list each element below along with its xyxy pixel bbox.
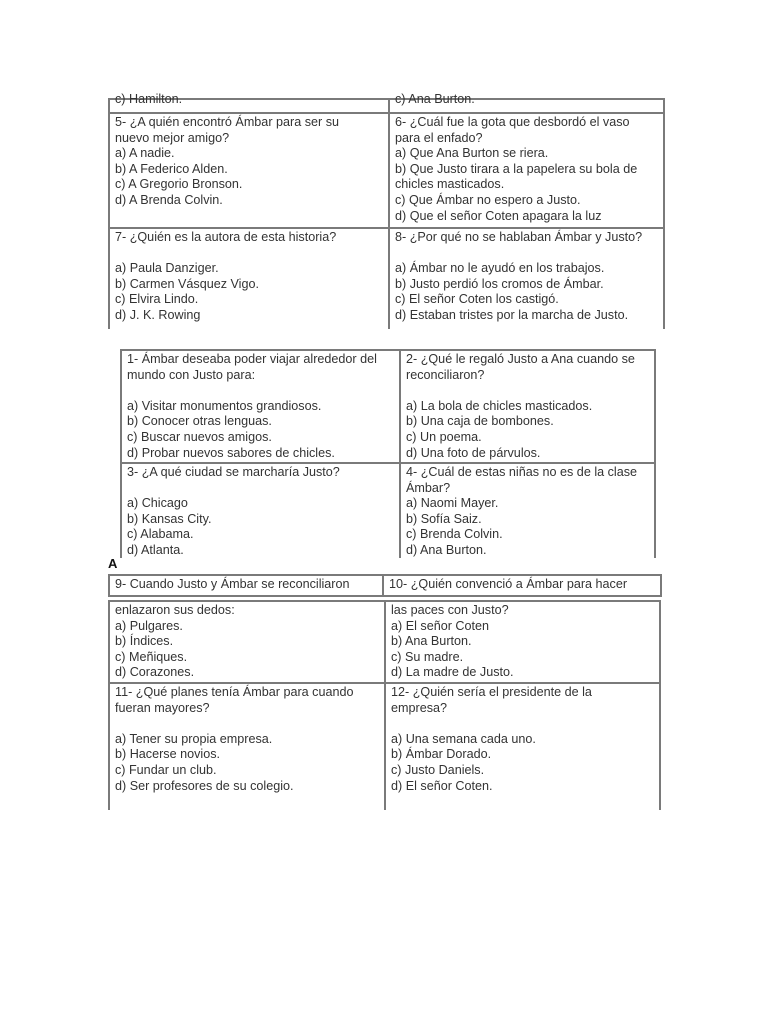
option: b) Que Justo tirara a la papelera su bola de (395, 161, 638, 176)
question-text: fueran mayores? (115, 700, 210, 715)
question-text: las paces con Justo? (391, 603, 509, 617)
question-text: 10- ¿Quién convenció a Ámbar para hacer (389, 577, 628, 591)
cut-text: c) Hamilton. (115, 92, 183, 106)
question-cell-5 (108, 114, 388, 227)
option: a) El señor Coten (391, 618, 490, 633)
cut-text: c) Ana Burton. (395, 92, 475, 106)
question-cell-2 (399, 351, 656, 462)
question-row (120, 349, 656, 464)
option: d) Ser profesores de su colegio. (115, 778, 294, 793)
option: d) Una foto de párvulos. (406, 445, 541, 460)
question-cell-8 (388, 229, 665, 329)
option: d) Estaban tristes por la marcha de Justo. (395, 307, 629, 322)
option: a) Pulgares. (115, 618, 183, 633)
option: b) A Federico Alden. (115, 161, 228, 176)
quiz-table-middle (120, 349, 656, 558)
question-text: nuevo mejor amigo? (115, 130, 230, 145)
question-text: 12- ¿Quién sería el presidente de la (391, 685, 592, 699)
question-text: 11- ¿Qué planes tenía Ámbar para cuando (115, 685, 354, 699)
option: d) Que el señor Coten apagara la luz (395, 208, 602, 223)
cut-cell-left (108, 92, 388, 112)
quiz-header-strip (108, 574, 662, 597)
option: c) Elvira Lindo. (115, 292, 199, 307)
question-text: 5- ¿A quién encontró Ámbar para ser su (115, 115, 340, 129)
option: c) Su madre. (391, 649, 464, 664)
option: b) Una caja de bombones. (406, 414, 554, 429)
option: c) El señor Coten los castigó. (395, 292, 559, 307)
question-text: reconciliaron? (406, 367, 485, 382)
option: c) Un poema. (406, 429, 482, 444)
question-text: 1- Ámbar deseaba poder viajar alrededor del (127, 352, 377, 366)
question-text: 8- ¿Por qué no se hablaban Ámbar y Justo? (395, 230, 643, 244)
question-text: 2- ¿Qué le regaló Justo a Ana cuando se (406, 352, 635, 366)
quiz-table-bottom (108, 600, 661, 810)
question-text: Ámbar? (406, 480, 451, 495)
option: d) J. K. Rowing (115, 307, 201, 322)
option: c) Alabama. (127, 527, 194, 542)
separator-label: A (108, 556, 118, 571)
option: a) A nadie. (115, 146, 175, 161)
option: a) Chicago (127, 496, 188, 511)
header-cell-9 (108, 576, 380, 595)
option: c) Justo Daniels. (391, 762, 485, 777)
option: d) Corazones. (115, 665, 195, 680)
option: a) Paula Danziger. (115, 261, 219, 276)
option: c) Meñiques. (115, 649, 188, 664)
option: b) Carmen Vásquez Vigo. (115, 276, 259, 291)
option: b) Hacerse novios. (115, 747, 220, 762)
quiz-table-top (108, 92, 665, 329)
question-cell-6 (388, 114, 665, 227)
option: a) Una semana cada uno. (391, 731, 536, 746)
question-text: mundo con Justo para: (127, 367, 256, 382)
question-text: 6- ¿Cuál fue la gota que desbordó el vaso (395, 115, 630, 129)
question-text: 9- Cuando Justo y Ámbar se reconciliaron (115, 577, 350, 591)
question-text: 4- ¿Cuál de estas niñas no es de la clase (406, 465, 638, 479)
option: c) A Gregorio Bronson. (115, 177, 243, 192)
question-cell-10 (384, 602, 661, 682)
question-cell-1 (120, 351, 399, 462)
option: d) El señor Coten. (391, 778, 493, 793)
option: c) Fundar un club. (115, 762, 217, 777)
question-text: 3- ¿A qué ciudad se marcharía Justo? (127, 465, 340, 479)
question-row (108, 114, 665, 229)
option: b) Kansas City. (127, 511, 212, 526)
option: a) Que Ana Burton se riera. (395, 146, 549, 161)
option: c) Buscar nuevos amigos. (127, 429, 272, 444)
option: a) Visitar monumentos grandiosos. (127, 398, 322, 413)
cut-cell-right (388, 92, 665, 112)
question-cell-7 (108, 229, 388, 329)
question-cell-3 (120, 464, 399, 558)
question-row (108, 684, 661, 810)
option: chicles masticados. (395, 177, 505, 192)
option: c) Brenda Colvin. (406, 527, 503, 542)
option: a) Ámbar no le ayudó en los trabajos. (395, 261, 605, 276)
question-text: empresa? (391, 700, 448, 715)
option: b) Ana Burton. (391, 634, 472, 649)
option: d) A Brenda Colvin. (115, 192, 223, 207)
option: d) Probar nuevos sabores de chicles. (127, 445, 335, 460)
option: b) Ámbar Dorado. (391, 747, 492, 762)
option: c) Que Ámbar no espero a Justo. (395, 192, 581, 207)
option: d) Atlanta. (127, 542, 184, 557)
option: b) Conocer otras lenguas. (127, 414, 272, 429)
question-text: enlazaron sus dedos: (115, 603, 235, 617)
question-row (108, 229, 665, 329)
option: a) La bola de chicles masticados. (406, 398, 593, 413)
option: b) Índices. (115, 634, 174, 649)
question-text: para el enfado? (395, 130, 483, 145)
option: b) Justo perdió los cromos de Ámbar. (395, 276, 604, 291)
question-row (120, 464, 656, 558)
option: d) La madre de Justo. (391, 665, 514, 680)
header-cell-10 (382, 576, 662, 595)
option: a) Naomi Mayer. (406, 496, 499, 511)
question-cell-4 (399, 464, 656, 558)
question-cell-12 (384, 684, 661, 810)
option: a) Tener su propia empresa. (115, 731, 273, 746)
option: b) Sofía Saiz. (406, 511, 482, 526)
question-cell-9 (108, 602, 384, 682)
header-row (108, 574, 662, 597)
question-text: 7- ¿Quién es la autora de esta historia? (115, 230, 337, 244)
question-cell-11 (108, 684, 384, 810)
option: d) Ana Burton. (406, 542, 487, 557)
question-row (108, 600, 661, 684)
cut-row (108, 92, 665, 114)
